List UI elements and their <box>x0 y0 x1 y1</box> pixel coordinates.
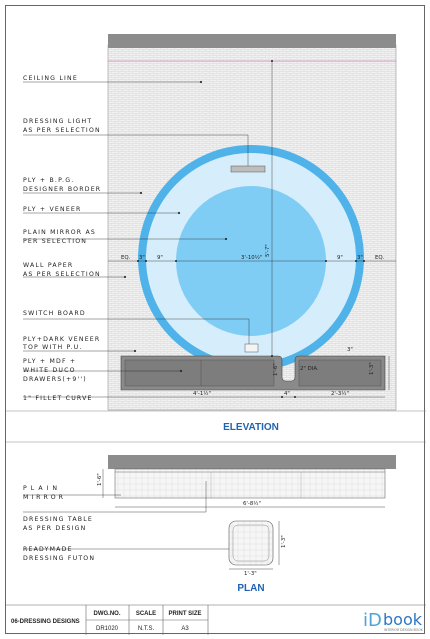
ceiling-slab <box>108 34 396 48</box>
plan-label-as-per-design: AS PER DESIGN <box>23 525 87 532</box>
dim-vertical-main: 5'-7" <box>265 244 271 257</box>
dim-veneer-right: 9" <box>337 255 343 261</box>
label-ply-bpg: PLY + B.P.G. <box>23 177 75 184</box>
dim-radius: 2" DIA. <box>300 366 319 372</box>
plan-label-mirror: MIRROR <box>23 494 66 501</box>
plan-futon <box>229 521 273 565</box>
drawing-canvas <box>6 6 426 635</box>
label-ply-veneer: PLY + VENEER <box>23 206 82 213</box>
plan-label-readymade: READYMADE <box>23 546 73 553</box>
label-dark-veneer: PLY+DARK VENEER <box>23 336 101 343</box>
label-switch-board: SWITCH BOARD <box>23 310 86 317</box>
logo-mark: iD <box>363 610 382 631</box>
dim-counter-h2: 3" <box>347 347 353 353</box>
label-dark-veneer-2: TOP WITH P.U. <box>23 344 83 351</box>
tb-print-size-value: A3 <box>181 626 189 632</box>
title-block <box>6 605 426 635</box>
label-ceiling-line: CEILING LINE <box>23 75 78 82</box>
dim-counter-left: 4'-1½" <box>193 391 211 397</box>
label-drawers: DRAWERS(+9'') <box>23 376 87 383</box>
logo-word: book <box>383 610 422 629</box>
idbook-logo <box>363 610 424 632</box>
label-fillet-curve: 1" FILLET CURVE <box>23 395 93 402</box>
counter-drawers <box>125 360 381 386</box>
dim-mirror-width: 3'-10½" <box>241 255 263 261</box>
plan-label-dressing-table: DRESSING TABLE <box>23 516 93 523</box>
drawing-sheet <box>5 5 425 634</box>
plan-label-futon: DRESSING FUTON <box>23 555 96 562</box>
plan-dim-futon-height: 1'-3" <box>281 535 287 548</box>
label-dressing-light-2: AS PER SELECTION <box>23 127 101 134</box>
dressing-light <box>231 166 265 172</box>
plan-wall <box>108 455 396 469</box>
label-plain-mirror-2: PER SELECTION <box>23 238 88 245</box>
switch-board <box>245 344 258 352</box>
tb-scale-label: SCALE <box>135 611 157 617</box>
logo-tagline: INTERIOR DESIGN BOOK <box>384 628 423 632</box>
plan-dim-depth: 1'-6" <box>97 473 103 486</box>
plan-dim-width: 6'-8½" <box>243 501 261 507</box>
dim-eq-right: EQ. <box>375 255 385 261</box>
plan-title: PLAN <box>237 583 265 594</box>
tb-dwg-no-value: DR1020 <box>95 626 119 632</box>
dim-counter-right: 2'-3½" <box>331 391 349 397</box>
elevation-title: ELEVATION <box>223 422 279 433</box>
plan-dressing-table <box>115 469 385 498</box>
dim-counter-h1: 1'-6" <box>273 363 279 376</box>
label-plain-mirror: PLAIN MIRROR AS <box>23 229 97 236</box>
label-dressing-light: DRESSING LIGHT <box>23 118 93 125</box>
dim-counter-gap: 4" <box>284 391 290 397</box>
tb-scale-value: N.T.S. <box>137 626 155 632</box>
tb-print-size-label: PRINT SIZE <box>168 611 202 617</box>
dim-border-right: 3" <box>357 255 363 261</box>
elevation-view <box>22 34 396 410</box>
label-wall-paper: WALL PAPER <box>23 262 74 269</box>
plan-dim-futon-width: 1'-3" <box>244 571 257 577</box>
label-wall-paper-2: AS PER SELECTION <box>23 271 101 278</box>
plan-label-plain: PLAIN <box>23 485 62 492</box>
tb-drawing-name: 06-DRESSING DESIGNS <box>11 619 80 625</box>
dim-eq-left: EQ. <box>121 255 131 261</box>
dim-veneer-left: 9" <box>157 255 163 261</box>
dim-counter-h3: 1'-3" <box>369 362 375 375</box>
label-ply-mdf: PLY + MDF + <box>23 358 77 365</box>
tb-dwg-no-label: DWG.NO. <box>93 611 121 617</box>
plan-view <box>23 455 396 594</box>
label-white-duco: WHITE DUCO <box>23 367 76 374</box>
dim-border-left: 3" <box>139 255 145 261</box>
label-designer-border: DESIGNER BORDER <box>23 186 102 193</box>
